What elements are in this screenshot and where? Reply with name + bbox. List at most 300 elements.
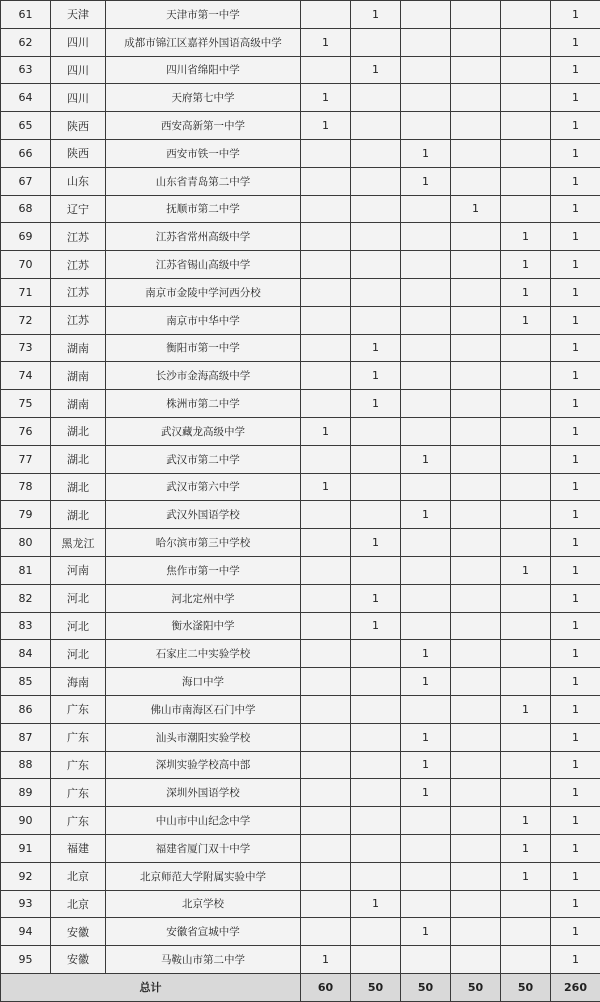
count-col-2 <box>351 195 401 223</box>
province-cell: 河北 <box>51 612 106 640</box>
count-col-1 <box>301 56 351 84</box>
count-col-4 <box>451 807 501 835</box>
count-col-4 <box>451 306 501 334</box>
count-col-2 <box>351 556 401 584</box>
row-number: 68 <box>1 195 51 223</box>
count-col-5 <box>501 417 551 445</box>
count-col-5 <box>501 167 551 195</box>
row-number: 85 <box>1 668 51 696</box>
count-col-5 <box>501 918 551 946</box>
province-cell: 广东 <box>51 751 106 779</box>
row-total: 1 <box>551 723 600 751</box>
count-col-3: 1 <box>401 501 451 529</box>
count-col-4 <box>451 695 501 723</box>
count-col-5 <box>501 529 551 557</box>
count-col-3 <box>401 334 451 362</box>
table-row <box>1 139 600 167</box>
count-col-2 <box>351 473 401 501</box>
table-row <box>1 417 600 445</box>
school-cell: 福建省厦门双十中学 <box>106 834 301 862</box>
count-col-4 <box>451 584 501 612</box>
count-col-5 <box>501 612 551 640</box>
count-col-3 <box>401 695 451 723</box>
count-col-4 <box>451 223 501 251</box>
count-col-1 <box>301 501 351 529</box>
count-col-2: 1 <box>351 334 401 362</box>
table-row <box>1 556 600 584</box>
row-number: 90 <box>1 807 51 835</box>
count-col-2 <box>351 807 401 835</box>
count-col-4 <box>451 556 501 584</box>
count-col-1 <box>301 251 351 279</box>
table-row <box>1 278 600 306</box>
count-col-4 <box>451 640 501 668</box>
province-cell: 陕西 <box>51 112 106 140</box>
count-col-4: 1 <box>451 195 501 223</box>
count-col-3 <box>401 84 451 112</box>
count-col-5 <box>501 445 551 473</box>
count-col-1 <box>301 751 351 779</box>
count-col-2 <box>351 723 401 751</box>
count-col-1: 1 <box>301 417 351 445</box>
count-col-1 <box>301 834 351 862</box>
row-number: 86 <box>1 695 51 723</box>
table-row <box>1 918 600 946</box>
count-col-5 <box>501 640 551 668</box>
count-col-1 <box>301 556 351 584</box>
count-col-5 <box>501 584 551 612</box>
row-total: 1 <box>551 362 600 390</box>
count-col-5 <box>501 390 551 418</box>
count-col-4 <box>451 251 501 279</box>
table-row <box>1 223 600 251</box>
row-number: 73 <box>1 334 51 362</box>
province-cell: 湖南 <box>51 362 106 390</box>
count-col-4 <box>451 779 501 807</box>
count-col-4 <box>451 862 501 890</box>
count-col-1 <box>301 223 351 251</box>
count-col-5 <box>501 1 551 29</box>
count-col-1 <box>301 167 351 195</box>
row-number: 74 <box>1 362 51 390</box>
row-number: 80 <box>1 529 51 557</box>
table-row <box>1 834 600 862</box>
table-row <box>1 84 600 112</box>
row-total: 1 <box>551 84 600 112</box>
count-col-2 <box>351 251 401 279</box>
province-cell: 江苏 <box>51 278 106 306</box>
row-number: 70 <box>1 251 51 279</box>
row-total: 1 <box>551 695 600 723</box>
total-label: 总计 <box>1 973 301 1001</box>
row-total: 1 <box>551 779 600 807</box>
table-row <box>1 807 600 835</box>
row-total: 1 <box>551 584 600 612</box>
table-row <box>1 334 600 362</box>
count-col-3 <box>401 390 451 418</box>
table-row <box>1 723 600 751</box>
count-col-2 <box>351 139 401 167</box>
school-cell: 马鞍山市第二中学 <box>106 946 301 974</box>
count-col-4 <box>451 445 501 473</box>
count-col-4 <box>451 890 501 918</box>
province-cell: 福建 <box>51 834 106 862</box>
row-total: 1 <box>551 473 600 501</box>
count-col-4 <box>451 723 501 751</box>
school-cell: 武汉藏龙高级中学 <box>106 417 301 445</box>
school-cell: 南京市金陵中学河西分校 <box>106 278 301 306</box>
count-col-3 <box>401 223 451 251</box>
province-cell: 海南 <box>51 668 106 696</box>
school-cell: 南京市中华中学 <box>106 306 301 334</box>
count-col-4 <box>451 84 501 112</box>
count-col-2 <box>351 751 401 779</box>
row-number: 63 <box>1 56 51 84</box>
count-col-5: 1 <box>501 695 551 723</box>
row-number: 66 <box>1 139 51 167</box>
row-total: 1 <box>551 28 600 56</box>
province-cell: 四川 <box>51 84 106 112</box>
province-cell: 北京 <box>51 862 106 890</box>
count-col-4 <box>451 529 501 557</box>
province-cell: 安徽 <box>51 946 106 974</box>
row-total: 1 <box>551 668 600 696</box>
count-col-5: 1 <box>501 556 551 584</box>
school-cell: 西安高新第一中学 <box>106 112 301 140</box>
count-col-4 <box>451 834 501 862</box>
table-row <box>1 167 600 195</box>
province-cell: 广东 <box>51 723 106 751</box>
table-row <box>1 695 600 723</box>
count-col-1: 1 <box>301 473 351 501</box>
count-col-1 <box>301 862 351 890</box>
count-col-1 <box>301 640 351 668</box>
count-col-4 <box>451 1 501 29</box>
count-col-1 <box>301 723 351 751</box>
count-col-2 <box>351 417 401 445</box>
province-cell: 广东 <box>51 695 106 723</box>
count-col-5 <box>501 84 551 112</box>
count-col-5: 1 <box>501 251 551 279</box>
count-col-3 <box>401 584 451 612</box>
row-total: 1 <box>551 278 600 306</box>
province-cell: 河北 <box>51 640 106 668</box>
count-col-3 <box>401 417 451 445</box>
row-total: 1 <box>551 918 600 946</box>
count-col-2 <box>351 668 401 696</box>
count-col-3 <box>401 112 451 140</box>
row-number: 72 <box>1 306 51 334</box>
total-col-5: 50 <box>501 973 551 1001</box>
table-row <box>1 668 600 696</box>
row-number: 84 <box>1 640 51 668</box>
count-col-1: 1 <box>301 946 351 974</box>
row-total: 1 <box>551 946 600 974</box>
count-col-4 <box>451 390 501 418</box>
count-col-3 <box>401 529 451 557</box>
count-col-3: 1 <box>401 723 451 751</box>
count-col-2 <box>351 834 401 862</box>
province-cell: 河北 <box>51 584 106 612</box>
count-col-1 <box>301 445 351 473</box>
school-cell: 武汉外国语学校 <box>106 501 301 529</box>
row-total: 1 <box>551 445 600 473</box>
count-col-5: 1 <box>501 807 551 835</box>
count-col-3 <box>401 28 451 56</box>
row-total: 1 <box>551 306 600 334</box>
province-cell: 天津 <box>51 1 106 29</box>
count-col-2 <box>351 278 401 306</box>
row-number: 78 <box>1 473 51 501</box>
count-col-2 <box>351 28 401 56</box>
count-col-3: 1 <box>401 640 451 668</box>
row-number: 69 <box>1 223 51 251</box>
province-cell: 四川 <box>51 28 106 56</box>
school-cell: 北京学校 <box>106 890 301 918</box>
province-cell: 四川 <box>51 56 106 84</box>
row-number: 89 <box>1 779 51 807</box>
table-row <box>1 1 600 29</box>
count-col-3 <box>401 278 451 306</box>
school-cell: 安徽省宣城中学 <box>106 918 301 946</box>
count-col-1: 1 <box>301 84 351 112</box>
count-col-3: 1 <box>401 668 451 696</box>
count-col-1 <box>301 334 351 362</box>
count-col-5: 1 <box>501 223 551 251</box>
count-col-1 <box>301 278 351 306</box>
count-col-3 <box>401 195 451 223</box>
total-col-2: 50 <box>351 973 401 1001</box>
table-row <box>1 112 600 140</box>
table-body <box>1 1 600 974</box>
count-col-4 <box>451 946 501 974</box>
grand-total: 260 <box>551 973 600 1001</box>
school-cell: 河北定州中学 <box>106 584 301 612</box>
count-col-2 <box>351 695 401 723</box>
count-col-5 <box>501 473 551 501</box>
count-col-1 <box>301 390 351 418</box>
count-col-5 <box>501 112 551 140</box>
province-cell: 湖南 <box>51 334 106 362</box>
row-number: 91 <box>1 834 51 862</box>
row-total: 1 <box>551 834 600 862</box>
province-cell: 广东 <box>51 779 106 807</box>
school-cell: 江苏省常州高级中学 <box>106 223 301 251</box>
count-col-5 <box>501 779 551 807</box>
row-total: 1 <box>551 862 600 890</box>
table-row <box>1 28 600 56</box>
total-col-1: 60 <box>301 973 351 1001</box>
count-col-5 <box>501 723 551 751</box>
count-col-1 <box>301 890 351 918</box>
school-cell: 中山市中山纪念中学 <box>106 807 301 835</box>
row-total: 1 <box>551 195 600 223</box>
count-col-2: 1 <box>351 390 401 418</box>
province-cell: 湖北 <box>51 501 106 529</box>
table-row <box>1 862 600 890</box>
province-cell: 湖北 <box>51 445 106 473</box>
table-row <box>1 56 600 84</box>
count-col-4 <box>451 139 501 167</box>
count-col-1 <box>301 362 351 390</box>
school-cell: 天府第七中学 <box>106 84 301 112</box>
school-cell: 焦作市第一中学 <box>106 556 301 584</box>
school-cell: 山东省青岛第二中学 <box>106 167 301 195</box>
count-col-5: 1 <box>501 862 551 890</box>
count-col-3 <box>401 306 451 334</box>
count-col-4 <box>451 278 501 306</box>
count-col-4 <box>451 28 501 56</box>
count-col-3 <box>401 834 451 862</box>
table-row <box>1 362 600 390</box>
count-col-1 <box>301 668 351 696</box>
count-col-1 <box>301 779 351 807</box>
row-number: 93 <box>1 890 51 918</box>
count-col-5 <box>501 56 551 84</box>
table-row <box>1 390 600 418</box>
count-col-5 <box>501 362 551 390</box>
count-col-3 <box>401 807 451 835</box>
count-col-4 <box>451 334 501 362</box>
count-col-4 <box>451 112 501 140</box>
row-total: 1 <box>551 223 600 251</box>
count-col-4 <box>451 56 501 84</box>
row-number: 79 <box>1 501 51 529</box>
count-col-5 <box>501 334 551 362</box>
row-total: 1 <box>551 251 600 279</box>
table-row <box>1 779 600 807</box>
province-cell: 黑龙江 <box>51 529 106 557</box>
count-col-3 <box>401 473 451 501</box>
count-col-1 <box>301 529 351 557</box>
count-col-2 <box>351 167 401 195</box>
count-col-2 <box>351 112 401 140</box>
count-col-1 <box>301 1 351 29</box>
school-cell: 北京师范大学附属实验中学 <box>106 862 301 890</box>
count-col-2 <box>351 445 401 473</box>
school-cell: 四川省绵阳中学 <box>106 56 301 84</box>
count-col-1: 1 <box>301 28 351 56</box>
total-col-3: 50 <box>401 973 451 1001</box>
count-col-3 <box>401 56 451 84</box>
row-total: 1 <box>551 556 600 584</box>
table-row <box>1 612 600 640</box>
school-cell: 佛山市南海区石门中学 <box>106 695 301 723</box>
table-row <box>1 306 600 334</box>
count-col-3 <box>401 862 451 890</box>
table-row <box>1 529 600 557</box>
count-col-5: 1 <box>501 278 551 306</box>
table-row <box>1 473 600 501</box>
count-col-3 <box>401 946 451 974</box>
school-cell: 长沙市金海高级中学 <box>106 362 301 390</box>
count-col-3 <box>401 362 451 390</box>
province-cell: 江苏 <box>51 223 106 251</box>
table-row <box>1 751 600 779</box>
province-cell: 江苏 <box>51 251 106 279</box>
count-col-1 <box>301 612 351 640</box>
school-cell: 株洲市第二中学 <box>106 390 301 418</box>
count-col-2 <box>351 946 401 974</box>
count-col-2: 1 <box>351 362 401 390</box>
province-cell: 湖北 <box>51 473 106 501</box>
count-col-3 <box>401 612 451 640</box>
row-total: 1 <box>551 56 600 84</box>
count-col-2 <box>351 779 401 807</box>
row-number: 82 <box>1 584 51 612</box>
count-col-2: 1 <box>351 56 401 84</box>
table-row <box>1 445 600 473</box>
row-number: 81 <box>1 556 51 584</box>
table-row <box>1 946 600 974</box>
table-row <box>1 640 600 668</box>
row-total: 1 <box>551 112 600 140</box>
row-number: 62 <box>1 28 51 56</box>
table-row <box>1 501 600 529</box>
count-col-5 <box>501 890 551 918</box>
count-col-1 <box>301 807 351 835</box>
count-col-5 <box>501 28 551 56</box>
count-col-4 <box>451 751 501 779</box>
count-col-2: 1 <box>351 1 401 29</box>
count-col-1 <box>301 306 351 334</box>
count-col-2 <box>351 84 401 112</box>
count-col-3 <box>401 1 451 29</box>
school-cell: 衡阳市第一中学 <box>106 334 301 362</box>
row-total: 1 <box>551 390 600 418</box>
count-col-1 <box>301 695 351 723</box>
count-col-1 <box>301 584 351 612</box>
school-cell: 抚顺市第二中学 <box>106 195 301 223</box>
count-col-4 <box>451 362 501 390</box>
count-col-4 <box>451 612 501 640</box>
count-col-5 <box>501 139 551 167</box>
count-col-2: 1 <box>351 529 401 557</box>
row-total: 1 <box>551 529 600 557</box>
count-col-5 <box>501 751 551 779</box>
row-total: 1 <box>551 751 600 779</box>
school-cell: 汕头市潮阳实验学校 <box>106 723 301 751</box>
count-col-2 <box>351 501 401 529</box>
count-col-4 <box>451 417 501 445</box>
count-col-2 <box>351 640 401 668</box>
row-number: 92 <box>1 862 51 890</box>
province-cell: 江苏 <box>51 306 106 334</box>
count-col-3: 1 <box>401 167 451 195</box>
count-col-2: 1 <box>351 890 401 918</box>
school-cell: 哈尔滨市第三中学校 <box>106 529 301 557</box>
count-col-3: 1 <box>401 445 451 473</box>
school-cell: 西安市铁一中学 <box>106 139 301 167</box>
province-cell: 广东 <box>51 807 106 835</box>
province-cell: 安徽 <box>51 918 106 946</box>
row-number: 65 <box>1 112 51 140</box>
table-row <box>1 584 600 612</box>
school-cell: 衡水滏阳中学 <box>106 612 301 640</box>
count-col-4 <box>451 473 501 501</box>
province-cell: 湖北 <box>51 417 106 445</box>
total-col-4: 50 <box>451 973 501 1001</box>
school-cell: 江苏省锡山高级中学 <box>106 251 301 279</box>
row-number: 75 <box>1 390 51 418</box>
row-total: 1 <box>551 807 600 835</box>
row-number: 95 <box>1 946 51 974</box>
count-col-1 <box>301 195 351 223</box>
row-total: 1 <box>551 334 600 362</box>
count-col-1 <box>301 918 351 946</box>
school-cell: 武汉市第六中学 <box>106 473 301 501</box>
school-cell: 石家庄二中实验学校 <box>106 640 301 668</box>
